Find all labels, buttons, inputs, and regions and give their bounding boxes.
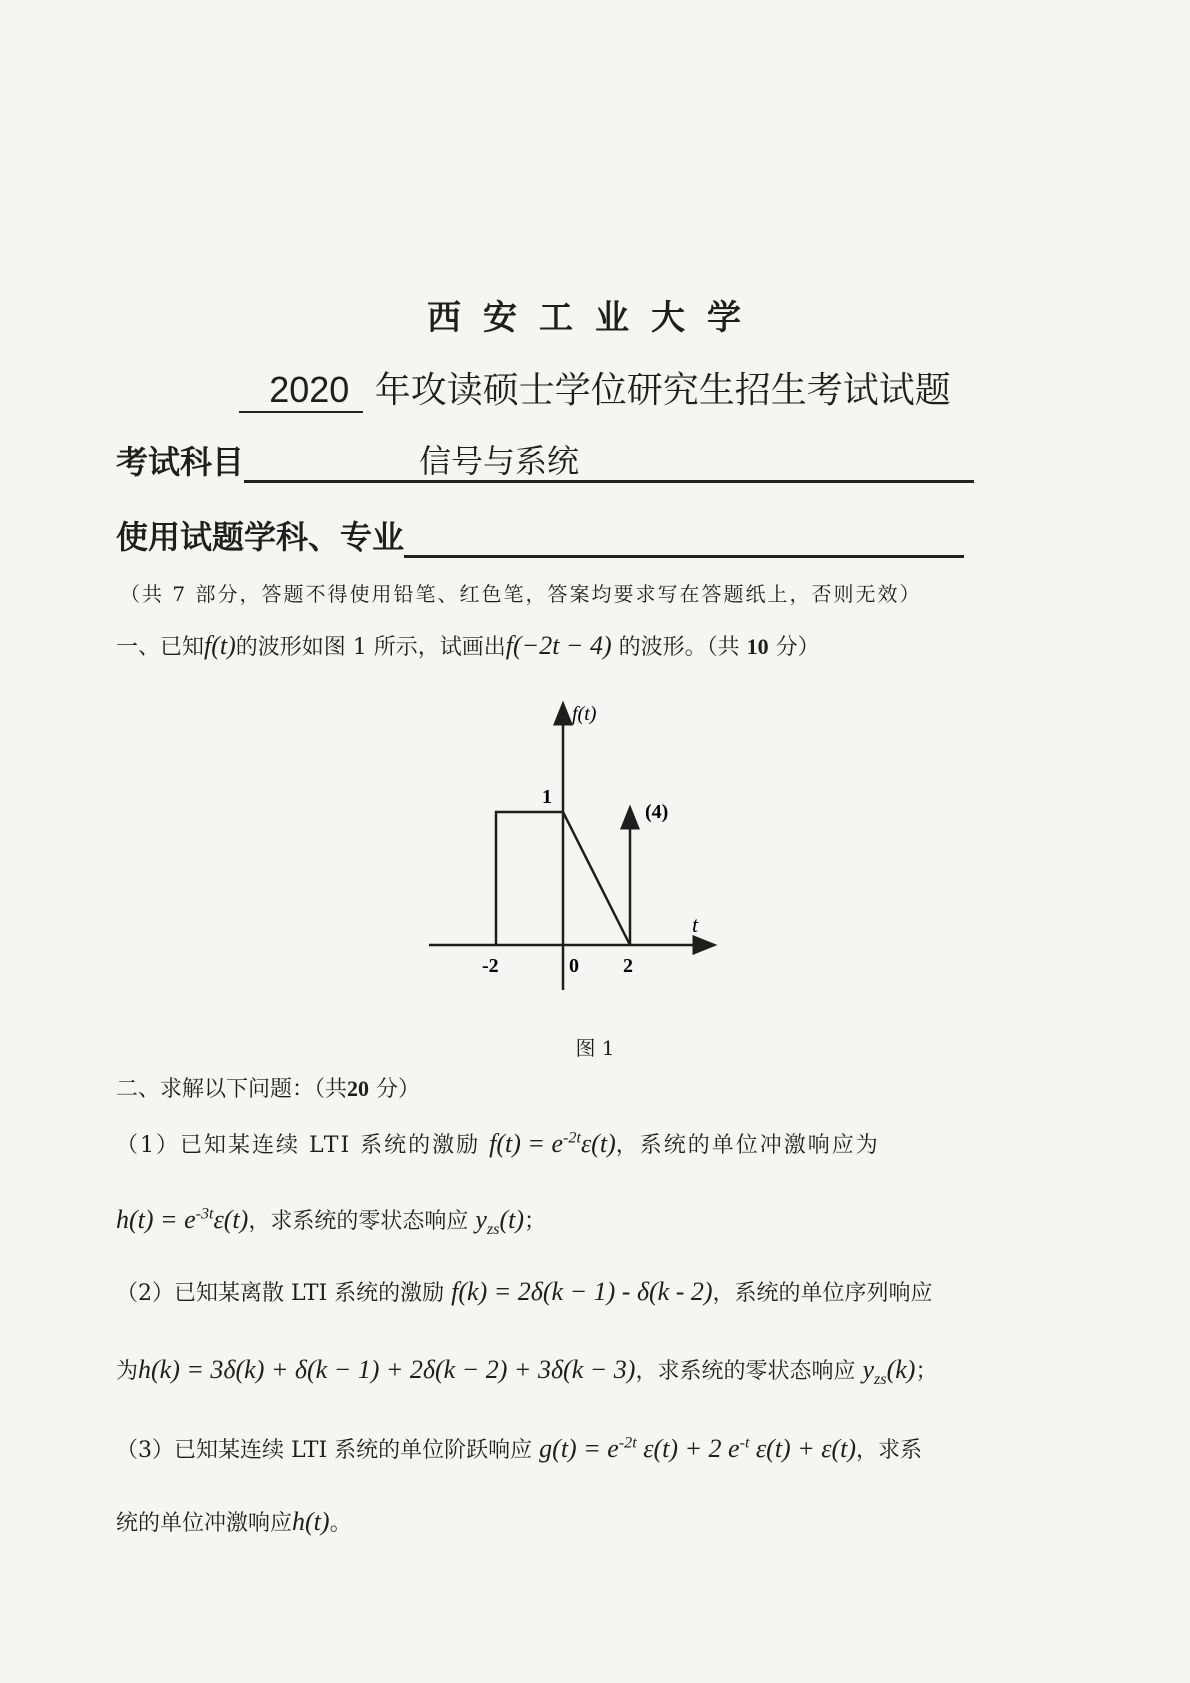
tick-label: 2: [623, 955, 633, 977]
university-name: 西安工业大学: [427, 298, 763, 338]
tick-label: 0: [569, 955, 579, 977]
formula: (t): [499, 1205, 524, 1234]
subject-value: 信号与系统: [419, 442, 580, 480]
q2-part-2-line-1: [116, 1276, 933, 1307]
major-label: 使用试题学科、专业: [116, 518, 405, 556]
text: 统的单位冲激响应: [116, 1511, 293, 1536]
text: ，系统的单位序列响应: [712, 1281, 933, 1306]
question-1: [116, 630, 820, 661]
x-axis-label: t: [692, 912, 699, 937]
y-axis-label: f(t): [572, 703, 597, 725]
text: ；: [523, 1209, 546, 1234]
subject-label: 考试科目: [116, 443, 245, 481]
exam-title-text: 年攻读硕士学位研究生招生考试试题: [374, 370, 951, 411]
exam-title: [0, 362, 1190, 413]
question-2-heading: [116, 1072, 420, 1103]
text: （3）已知某连续 LTI 系统的单位阶跃响应: [116, 1438, 533, 1463]
subject-field: [116, 437, 974, 483]
q2-part-1-line-1: [116, 1128, 880, 1159]
formula: y: [862, 1355, 875, 1384]
text: ，系统的单位冲激响应为: [615, 1133, 880, 1158]
formula: h(t): [292, 1507, 330, 1536]
formula: h(k) = 3δ(k) + δ(k − 1) + 2δ(k − 2) + 3δ(k − 3): [138, 1355, 636, 1384]
exam-note: （共 7 部分，答题不得使用铅笔、红色笔，答案均要求写在答题纸上，否则无效）: [120, 582, 922, 606]
q2-heading-text: 分）: [376, 1077, 421, 1102]
formula: ε(t): [580, 1129, 616, 1158]
q1-text: 一、已知: [116, 635, 205, 660]
tick-label: -2: [482, 955, 499, 977]
figure-1-waveform: [420, 700, 720, 990]
formula-sub: zs: [486, 1221, 500, 1239]
impulse-label: (4): [645, 801, 669, 823]
q1-text: 分）: [775, 635, 820, 660]
q2-points: 20: [347, 1076, 370, 1101]
formula: g(t) = e: [539, 1434, 619, 1463]
text: 为: [116, 1359, 139, 1384]
q2-part-3-line-1: [116, 1433, 922, 1464]
q1-points: 10: [746, 634, 769, 659]
formula-exp: -t: [739, 1434, 750, 1452]
q1-formula-f2: f(−2t − 4): [505, 631, 612, 660]
text: （1）已知某连续 LTI 系统的激励: [116, 1133, 481, 1158]
text: （2）已知某离散 LTI 系统的激励: [116, 1281, 445, 1306]
level-label: 1: [542, 786, 552, 808]
formula: f(k) = 2δ(k − 1) - δ(k - 2): [451, 1277, 713, 1306]
formula-exp: -2t: [563, 1129, 581, 1147]
q2-part-2-line-2: [116, 1354, 937, 1389]
text: 。: [329, 1511, 352, 1536]
text: ；: [915, 1359, 938, 1384]
q1-formula-f: f(t): [204, 631, 236, 660]
formula-exp: -2t: [618, 1434, 637, 1452]
formula: ε(t) + ε(t): [749, 1434, 857, 1463]
q2-heading-text: 二、求解以下问题：（共: [116, 1077, 348, 1102]
formula-exp: -3t: [195, 1205, 214, 1223]
formula: h(t) = e: [116, 1205, 196, 1234]
major-field: [116, 512, 964, 558]
formula: f(t) = e: [489, 1129, 564, 1158]
formula: ε(t): [213, 1205, 249, 1234]
formula: ε(t) + 2 e: [636, 1434, 740, 1463]
text: ，求系统的零状态响应: [248, 1209, 469, 1234]
formula-sub: zs: [874, 1371, 887, 1389]
text: ，求系: [856, 1438, 923, 1463]
exam-year: 2020: [239, 369, 363, 413]
figure-caption: 图 1: [575, 1036, 615, 1060]
q1-text: 的波形。（共: [618, 635, 740, 660]
q2-part-3-line-2: [116, 1506, 352, 1537]
text: ，求系统的零状态响应: [635, 1359, 856, 1384]
formula: y: [475, 1205, 487, 1234]
formula: (k): [886, 1355, 916, 1384]
q2-part-1-line-2: [116, 1204, 546, 1239]
q1-text: 的波形如图 1 所示，试画出: [235, 635, 506, 660]
